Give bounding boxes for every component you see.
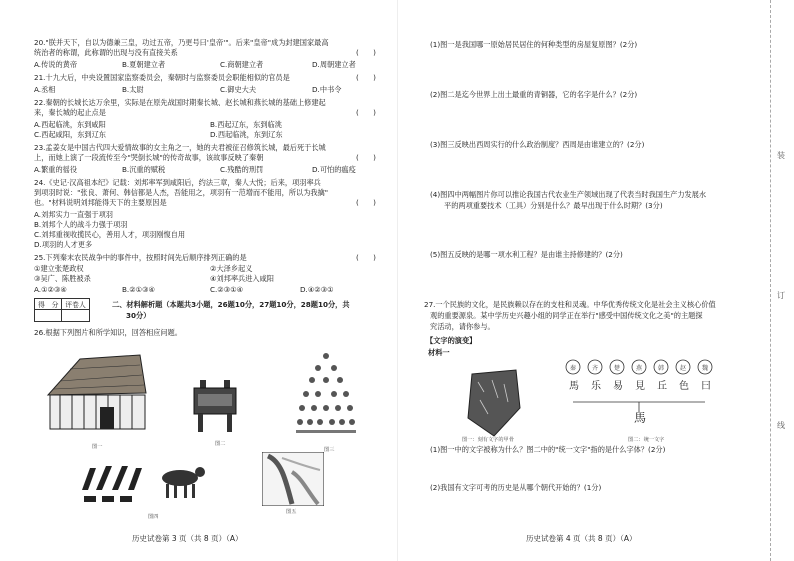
q26-sub1: (1)图一是我国哪一原始居民居住的何种类型的房屋复原图？(2分) (430, 40, 638, 49)
q22-line1: 22.秦朝的长城长达万余里，实际是在原先战国时期秦长城、赵长城和燕长城的基础上修建起 (34, 98, 326, 107)
grader-cell[interactable] (62, 310, 89, 322)
q26-sub3: (3)图三反映出西周实行的什么政治制度？西周是由谁建立的？(2分) (430, 140, 645, 149)
q22-option-a: A.西起临洮，东到咸阳 (34, 120, 106, 129)
section-2-title-cont: 30分） (126, 311, 151, 320)
q21-option-d: D.中书令 (312, 85, 342, 94)
q24-option-a: A.刘邦实力一直强于项羽 (34, 210, 113, 219)
q25-item-1: ①建立张楚政权 (34, 264, 84, 273)
q26-sub5: (5)图五反映的是哪一项水利工程？是由谁主持修建的？(2分) (430, 250, 623, 259)
q26-sub4-line2: 平的两项重要技术（工具）分别是什么？最早出现于什么时期？(3分) (444, 201, 663, 210)
q22-option-c: C.西起咸阳，东到辽东 (34, 130, 106, 139)
q21-paren: ( ) (356, 73, 376, 82)
q26-sub4-line1: (4)图四中两幅图片你可以推论我国古代农业生产领域出现了代表当时我国生产力发展水 (430, 190, 707, 199)
state-char-chu: 楚 (614, 365, 621, 372)
seal-char-7: 曰 (701, 381, 711, 392)
q23-option-c: C.残酷的刑罚 (220, 165, 264, 174)
q25-item-2: ②大泽乡起义 (210, 264, 253, 273)
q24-option-b: B.刘邦个人的战斗力强于项羽 (34, 220, 128, 229)
oracle-bone-image (464, 368, 524, 438)
state-char-zhao: 赵 (680, 365, 687, 372)
unified-script-caption: 图二：统一文字 (628, 437, 665, 443)
q20-paren: ( ) (356, 48, 376, 57)
q22-option-b: B.西起辽东，东到临洮 (210, 120, 282, 129)
state-char-yan: 燕 (636, 365, 643, 372)
state-char-wei: 魏 (702, 365, 709, 372)
seal-char-5: 丘 (657, 381, 667, 392)
q21-option-b: B.太尉 (122, 85, 144, 94)
figure-3-feudal-pyramid (296, 350, 356, 445)
q22-line2: 来，秦长城的起止点是 (34, 108, 106, 117)
grader-label: 评卷人 (62, 299, 89, 310)
q20-line2: 统治者的称谓，此称谓的出现与没有直接关系 (34, 48, 178, 57)
binding-char-zhuang: 装 (777, 151, 785, 160)
q20-option-a: A.传说的黄帝 (34, 60, 78, 69)
page-4-footer: 历史试卷第 4 页（共 8 页）（A） (526, 534, 637, 543)
q23-option-d: D.可怕的瘟疫 (312, 165, 356, 174)
q25-item-3: ③吴广、陈胜被杀 (34, 274, 91, 283)
q24-line2: 到项羽时说："张良、萧何、韩信都是人杰，吾能用之，项羽有一范增而不能用，所以为我擒" (34, 188, 329, 197)
q24-paren: ( ) (356, 198, 376, 207)
score-table (34, 298, 90, 322)
q20-option-b: B.夏朝建立者 (122, 60, 166, 69)
q23-line2: 上，而她上演了一段流传至今"哭倒长城"的传奇故事，该故事反映了秦朝 (34, 153, 264, 162)
q23-paren: ( ) (356, 153, 376, 162)
q23-option-a: A.繁重的徭役 (34, 165, 78, 174)
q26-sub2: (2)图二是迄今世界上出土最重的青铜器，它的名字是什么？(2分) (430, 90, 638, 99)
q25-paren: ( ) (356, 253, 376, 262)
q25-option-a: A.①②③④ (34, 285, 67, 294)
figure-1-caption: 图一 (92, 444, 103, 450)
right-page (397, 0, 769, 561)
binding-char-xian: 线 (777, 421, 785, 430)
q24-option-d: D.项羽的人才更多 (34, 240, 93, 249)
q20-option-d: D.周朝建立者 (312, 60, 356, 69)
state-char-han: 韩 (658, 365, 665, 372)
q25-item-4: ④刘邦率兵进入咸阳 (210, 274, 274, 283)
figure-2-bronze-ding (190, 380, 240, 435)
unified-seal-char: 馬 (634, 411, 647, 425)
seal-char-1: 馬 (569, 381, 579, 392)
q27-sub1: (1)图一中的文字被称为什么？图二中的"统一文字"指的是什么字体？(2分) (430, 445, 666, 454)
figure-5-water-project (262, 452, 324, 506)
q21-option-c: C.御史大夫 (220, 85, 257, 94)
material-1-label: 材料一 (428, 348, 450, 357)
q21-line1: 21.十九大后，中央设置国家监察委员会，秦朝时与监察委员会职能相似的官员是 (34, 73, 290, 82)
q20-line1: 20."朕并天下，自以为德兼三皇，功过五帝，乃更号曰'皇帝'"。后来"皇帝"成为封建国家最高 (34, 38, 329, 47)
figure-2-caption: 图二 (215, 441, 226, 447)
q24-line1: 24.《史记·汉高祖本纪》记载：刘邦率军到咸阳后，约法三章，秦人大悦；后来，项羽率兵 (34, 178, 321, 187)
q23-option-b: B.沉重的赋税 (122, 165, 166, 174)
q27-line2: 观的重要源泉。某中学历史兴趣小组的同学正在举行"感受中国传统文化之美"的主题探 (430, 311, 703, 320)
page-3-footer: 历史试卷第 3 页（共 8 页）（A） (132, 534, 243, 543)
figure-5-caption: 图五 (286, 509, 297, 515)
binding-char-ding: 订 (777, 291, 785, 300)
state-char-qin: 秦 (570, 365, 577, 372)
q20-option-c: C.商朝建立者 (220, 60, 264, 69)
q22-paren: ( ) (356, 108, 376, 117)
q25-option-c: C.②③①④ (210, 285, 244, 294)
figure-4-caption: 图四 (148, 514, 159, 520)
q27-line3: 究活动，请你参与。 (430, 322, 495, 331)
q22-option-d: D.西起临洮，东到辽东 (210, 130, 283, 139)
q24-option-c: C.刘邦重视收揽民心，善用人才，项羽刚愎自用 (34, 230, 186, 239)
q23-line1: 23.孟姜女是中国古代四大爱情故事的女主角之一，她的夫君被征召修筑长城，最后死于长城 (34, 143, 326, 152)
seal-char-6: 色 (679, 381, 689, 392)
score-cell[interactable] (35, 310, 62, 322)
q25-option-b: B.②①③④ (122, 285, 155, 294)
state-char-qi: 齐 (592, 365, 599, 372)
q27-line1: 27.一个民族的文化，是民族赖以存在的支柱和灵魂。中华优秀传统文化是社会主义核心价值 (424, 300, 716, 309)
section-2-title: 二、材料解析题（本题共3小题，26题10分，27题10分，28题10分，共 (112, 300, 350, 309)
q25-line1: 25.下列秦末农民战争中的事件中，按照时间先后顺序排列正确的是 (34, 253, 247, 262)
figure-3-caption: 图三 (324, 447, 335, 453)
seal-char-3: 易 (613, 381, 623, 392)
figure-1-semi-subterranean-house (40, 345, 150, 440)
score-label: 得 分 (35, 299, 62, 310)
seal-char-2: 乐 (591, 381, 601, 392)
q24-line3: 也。"材料说明刘邦能得天下的主要原因是 (34, 198, 167, 207)
section-tag-writing: 【文字的演变】 (426, 336, 477, 345)
oracle-bone-caption: 图一：刻有文字的甲骨 (462, 437, 514, 443)
q27-sub2: (2)我国有文字可考的历史是从哪个朝代开始的？(1分) (430, 483, 602, 492)
q21-option-a: A.丞相 (34, 85, 56, 94)
unified-script-lines (562, 358, 718, 438)
seal-char-4: 見 (635, 381, 645, 392)
q25-option-d: D.④②③① (300, 285, 334, 294)
q26-prompt: 26.根据下列图片和所学知识，回答相应问题。 (34, 328, 182, 337)
binding-margin (770, 0, 794, 561)
figure-4-iron-tools-and-ox (80, 460, 220, 510)
